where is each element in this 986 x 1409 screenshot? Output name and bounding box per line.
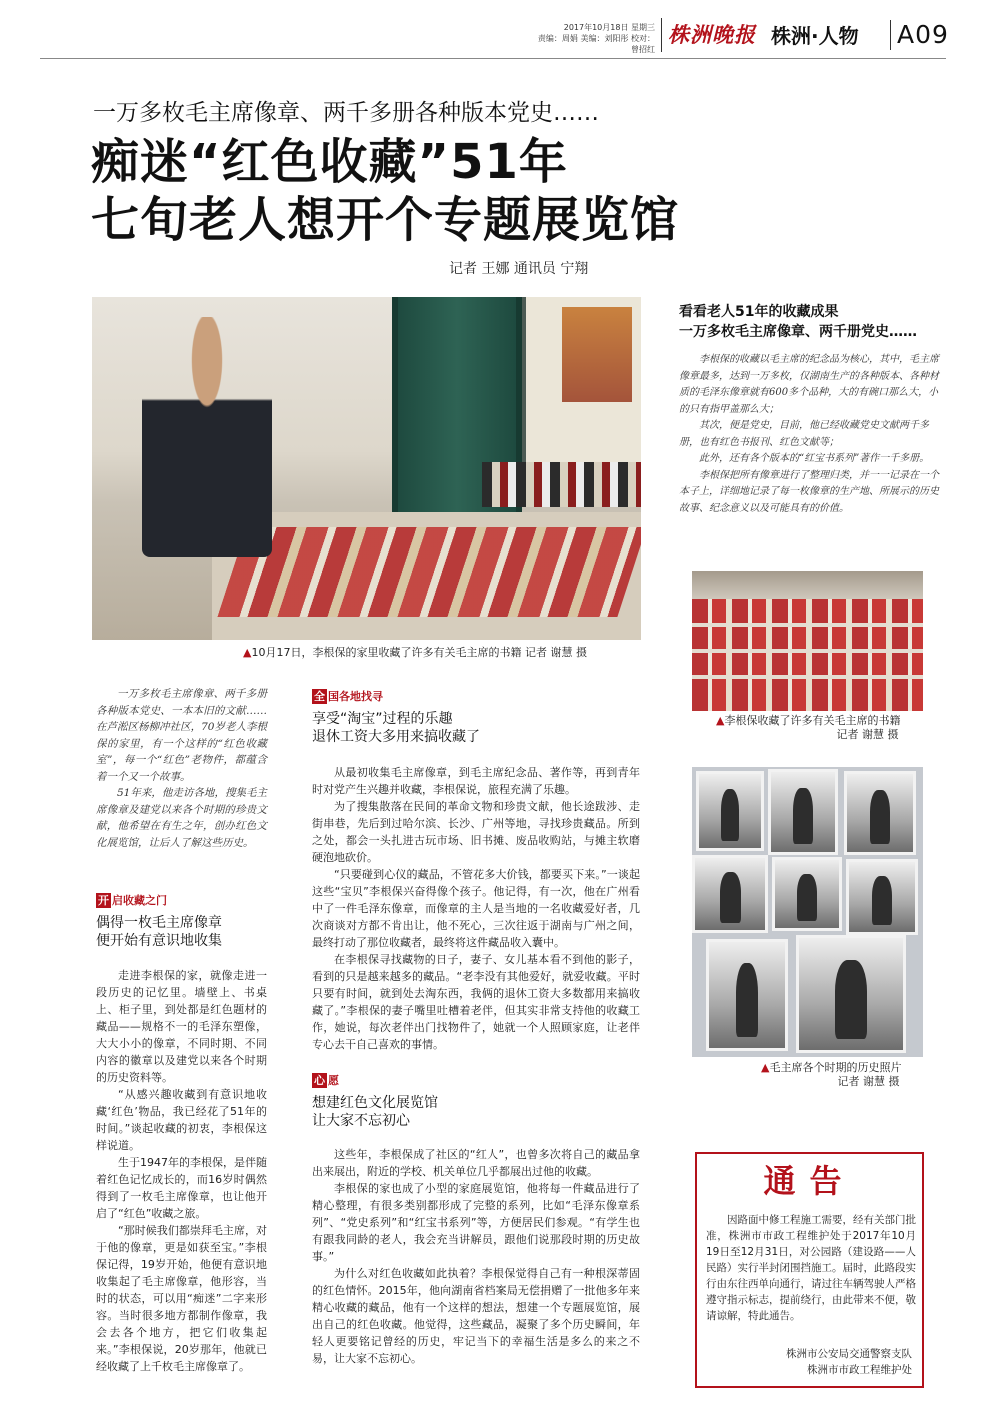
issue-date: 2017年10月18日 星期三 [563, 23, 655, 32]
section-tag: 全 国各地找寻 [314, 690, 383, 703]
body-paragraph: 从最初收集毛主席像章，到毛主席纪念品、著作等，再到青年时对党产生兴趣并收藏，李根保说，旅程充满了乐趣。 [312, 766, 640, 796]
caption-triangle-icon: ▲ [243, 646, 252, 659]
sidebar-title: 看看老人51年的收藏成果 一万多枚毛主席像章、两千册党史…… [679, 304, 917, 340]
sidebar-paragraph: 李根保把所有像章进行了整理归类，并一一记录在一个本子上，详细地记录了每一枚像章的生产地、所展示的历史故事、纪念意义以及可能具有的价值。 [679, 469, 939, 514]
historic-photos [692, 767, 923, 1057]
photo-poster [562, 307, 632, 402]
body-paragraph: 这些年，李根保成了社区的“红人”，也曾多次将自己的藏品拿出来展出，附近的学校、机关单位几乎都展出过他的收藏。 [312, 1148, 640, 1178]
sidebar-paragraph: 李根保的收藏以毛主席的纪念品为核心，其中，毛主席像章最多，达到一万多枚，仅湖南生产的各种版本、各种材质的毛泽东像章就有600多个品种，大的有碗口那么大，小的只有指甲盖那么大； [679, 354, 939, 415]
article-intro [96, 686, 267, 851]
books-photo-caption: ▲李根保收藏了许多有关毛主席的书籍 记者 谢慧 摄 [716, 714, 901, 741]
masthead-rule [40, 58, 946, 59]
masthead-divider [890, 20, 891, 50]
books-photo [692, 571, 923, 711]
byline: 记者 王娜 通讯员 宁翔 [449, 261, 589, 277]
masthead-divider [661, 18, 662, 52]
section-tag: 开 启收藏之门 [98, 894, 167, 907]
section-heading: 享受“淘宝”过程的乐趣 退休工资大多用来搞收藏了 [312, 711, 480, 745]
editor-credits: 责编：周娟 美编：刘阳彤 校对：曾招红 [537, 34, 655, 54]
body-paragraph: “只要碰到心仪的藏品，不管花多大价钱，都要买下来。”一谈起这些“宝贝”李根保兴奋得像个孩子。他记得，有一次，他在广州看中了一件毛泽东像章，而像章的主人是当地的一名收藏爱好者，几次商谈对方都不肯出让，他不死心，三次往返于湖南与广州之间，最终打动了那位收藏者，最终将这件藏品收入囊中。 [312, 868, 640, 949]
notice-body: 因路面中修工程施工需要，经有关部门批准，株洲市市政工程维护处于2017年10月19日至12月31日，对公园路（建设路——人民路）实行半封闭围挡施工。届时，此路段实行由东往西单向通行，请过往车辆驾驶人严格遵守指示标志，提前绕行，由此带来不便，敬请谅解，特此通告。 [706, 1214, 916, 1322]
sidebar-paragraph: 其次，便是党史，目前，他已经收藏党史文献两千多册，也有红色书报刊、红色文献等； [679, 420, 929, 448]
section-body [96, 967, 267, 1375]
public-notice [695, 1152, 924, 1388]
body-paragraph: 李根保的家也成了小型的家庭展览馆，他将每一件藏品进行了精心整理，有很多类别都形成了完整的系列，比如“毛泽东像章系列”、“党史系列”和“红宝书系列”等，方便居民们参观。“有学生也有跟我同龄的老人，我会充当讲解员，跟他们说那段时期的历史故事。” [312, 1182, 640, 1263]
body-paragraph: 生于1947年的李根保，是伴随着红色记忆成长的，而16岁时偶然得到了一枚毛主席像章，也让他开启了“红色”收藏之旅。 [96, 1156, 267, 1220]
body-paragraph: 为什么对红色收藏如此执着？李根保觉得自己有一种根深蒂固的红色情怀。2015年，他向湖南省档案局无偿捐赠了一批他多年来精心收藏的藏品，他有一个这样的想法，想建一个专题展览馆，展出自己的红色收藏。他觉得，这些藏品，凝聚了多个历史瞬间，年轻人更要铭记曾经的历史，牢记当下的幸福生活是多么的来之不易，让大家不忘初心。 [312, 1267, 640, 1365]
notice-signature: 株洲市公安局交通警察支队 株洲市市政工程维护处 [786, 1348, 912, 1376]
notice-title: 通告 [763, 1162, 856, 1200]
caption-triangle-icon: ▲ [716, 714, 725, 727]
sidebar-body [679, 352, 947, 517]
sidebar-paragraph: 此外，还有各个版本的“红宝书系列”著作一千多册。 [699, 453, 930, 464]
historic-photos-caption: ▲毛主席各个时期的历史照片 记者 谢慧 摄 [761, 1061, 902, 1088]
section-heading: 想建红色文化展览馆 让大家不忘初心 [312, 1095, 438, 1129]
section-heading: 偶得一枚毛主席像章 便开始有意识地收集 [96, 915, 222, 949]
page-number: A09 [897, 20, 949, 49]
section-body [312, 1146, 640, 1367]
intro-paragraph: 51年来，他走访各地，搜集毛主席像章及建党以来各个时期的珍贵文献，他希望在有生之年，创办红色文化展览馆，让后人了解这些历史。 [96, 787, 267, 849]
newspaper-logo: 株洲晚报 [668, 22, 756, 47]
section-tag: 心 愿 [314, 1074, 339, 1087]
section-name: 株洲·人物 [771, 24, 859, 48]
headline-line: 七旬老人想开个专题展览馆 [91, 192, 680, 248]
headline [91, 133, 679, 249]
main-photo [92, 297, 641, 640]
photo-book-stack [482, 462, 641, 507]
body-paragraph: 为了搜集散落在民间的革命文物和珍贵文献，他长途跋涉、走街串巷，先后到过哈尔滨、长沙、广州等地，寻找珍贵藏品。所到之处，都会一头扎进古玩市场、旧书摊、废品收购站，与摊主软磨硬泡地砍价。 [312, 800, 640, 864]
photo-books [217, 527, 641, 617]
main-photo-caption: ▲10月17日，李根保的家里收藏了许多有关毛主席的书籍 记者 谢慧 摄 [243, 646, 587, 659]
intro-paragraph: 一万多枚毛主席像章、两千多册各种版本党史、一本本旧的文献……在芦淞区杨柳冲社区，70岁老人李根保的家里，有一个这样的“红色收藏室”，每一个“红色”老物件，都蕴含着一个又一个故事。 [96, 688, 267, 783]
body-paragraph: “那时候我们都崇拜毛主席，对于他的像章，更是如获至宝。”李根保记得，19岁开始，他便有意识地收集起了毛主席像章，他形容，当时的状态，可以用“痴迷”二字来形容。当时很多地方都制作像章，我会去各个地方，把它们收集起来。”李根保说，20岁那年，他就已经收藏了上千枚毛主席像章了。 [96, 1224, 267, 1373]
caption-triangle-icon: ▲ [761, 1061, 770, 1074]
headline-kicker: 一万多枚毛主席像章、两千多册各种版本党史…… [93, 100, 599, 126]
body-paragraph: “从感兴趣收藏到有意识地收藏‘红色’物品，我已经花了51年的时间。”谈起收藏的初衷，李根保这样说道。 [96, 1088, 267, 1152]
masthead-meta [535, 22, 655, 55]
body-paragraph: 走进李根保的家，就像走进一段历史的记忆里。墙壁上、书桌上、柜子里，到处都是红色题材的藏品——规格不一的毛泽东塑像，大大小小的像章，不同时期、不同内容的徽章以及建党以来各个时期的历史资料等。 [96, 969, 267, 1084]
section-body [312, 764, 640, 1053]
body-paragraph: 在李根保寻找藏物的日子，妻子、女儿基本看不到他的影子，看到的只是越来越多的藏品。“老李没有其他爱好，就爱收藏。平时只要有时间，就到处去淘东西，我俩的退休工资大多数都用来搞收藏了。”李根保的妻子嘴里吐槽着老伴，但其实非常支持他的收藏工作，她说，每次老伴出门找物件了，她就一个人照顾家庭，让老伴专心去干自己喜欢的事情。 [312, 953, 640, 1051]
photo-collector [142, 317, 272, 557]
headline-line: 痴迷“红色收藏”51年 [91, 134, 568, 190]
